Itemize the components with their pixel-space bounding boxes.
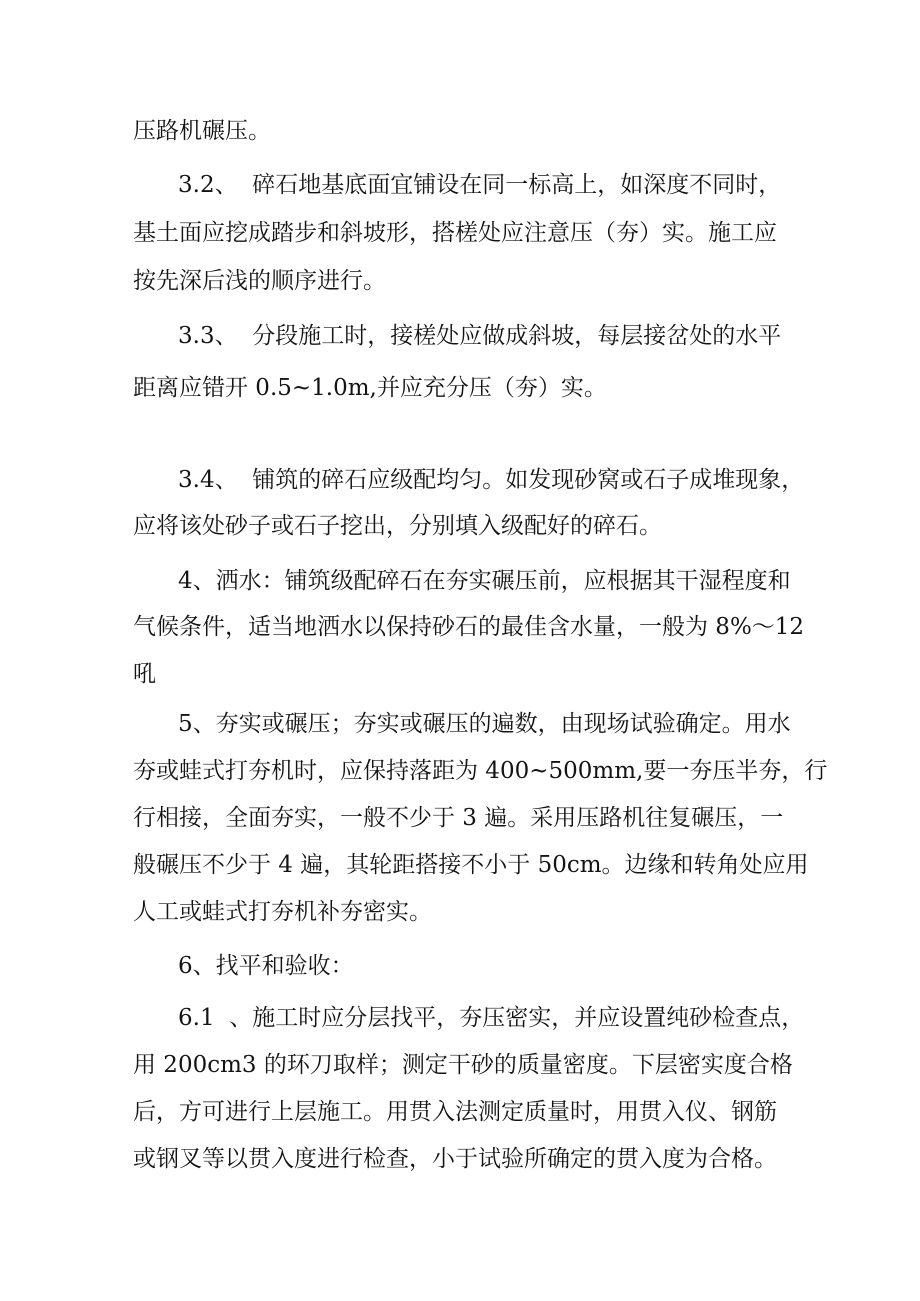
p2-line-1: 3.3、 分段施工时，接槎处应做成斜坡，每层接岔处的水平 (178, 323, 782, 349)
p5-line-2: 夯或蛙式打夯机时，应保持落距为 400~500mm,要一夯压半夯，行 (133, 758, 828, 784)
p7-line-3: 后，方可进行上层施工。用贯入法测定质量时，用贯入仪、钢筋 (133, 1099, 777, 1125)
p4-line-1: 4、洒水：铺筑级配碎石在夯实碾压前，应根据其干湿程度和 (178, 568, 791, 594)
p3-line-2: 应将该处砂子或石子挖出，分别填入级配好的碎石。 (133, 513, 662, 539)
p1-line-1: 3.2、 碎石地基底面宜铺设在同一标高上，如深度不同时， (178, 172, 782, 198)
p4-line-3: 吼 (133, 661, 156, 687)
p1-line-2: 基土面应挖成踏步和斜坡形，搭槎处应注意压（夯）实。施工应 (133, 220, 777, 246)
p5-line-3: 行相接，全面夯实，一般不少于 3 遍。采用压路机往复碾压，一 (133, 805, 784, 831)
p2-line-2: 距离应错开 0.5~1.0m,并应充分压（夯）实。 (133, 375, 607, 401)
p7-line-2: 用 200cm3 的环刀取样；测定干砂的质量密度。下层密实度合格 (133, 1052, 793, 1078)
p0-line-1: 压路机碾压。 (133, 118, 271, 144)
p1-line-3: 按先深后浅的顺序进行。 (133, 268, 386, 294)
p3-line-1: 3.4、 铺筑的碎石应级配均匀。如发现砂窝或石子成堆现象， (178, 467, 805, 493)
p5-line-4: 般碾压不少于 4 遍，其轮距搭接不小于 50cm。边缘和转角处应用 (133, 852, 809, 878)
p5-line-5: 人工或蛙式打夯机补夯密实。 (133, 899, 432, 925)
p7-line-1: 6.1 、施工时应分层找平，夯压密实，并应设置纯砂检查点， (178, 1005, 805, 1031)
p4-line-2: 气候条件，适当地洒水以保持砂石的最佳含水量，一般为 8%～12 (133, 614, 805, 640)
p5-line-1: 5、夯实或碾压；夯实或碾压的遍数，由现场试验确定。用水 (178, 711, 791, 737)
p6-line-1: 6、找平和验收： (178, 953, 354, 979)
p7-line-4: 或钢叉等以贯入度进行检查，小于试验所确定的贯入度为合格。 (133, 1146, 777, 1172)
